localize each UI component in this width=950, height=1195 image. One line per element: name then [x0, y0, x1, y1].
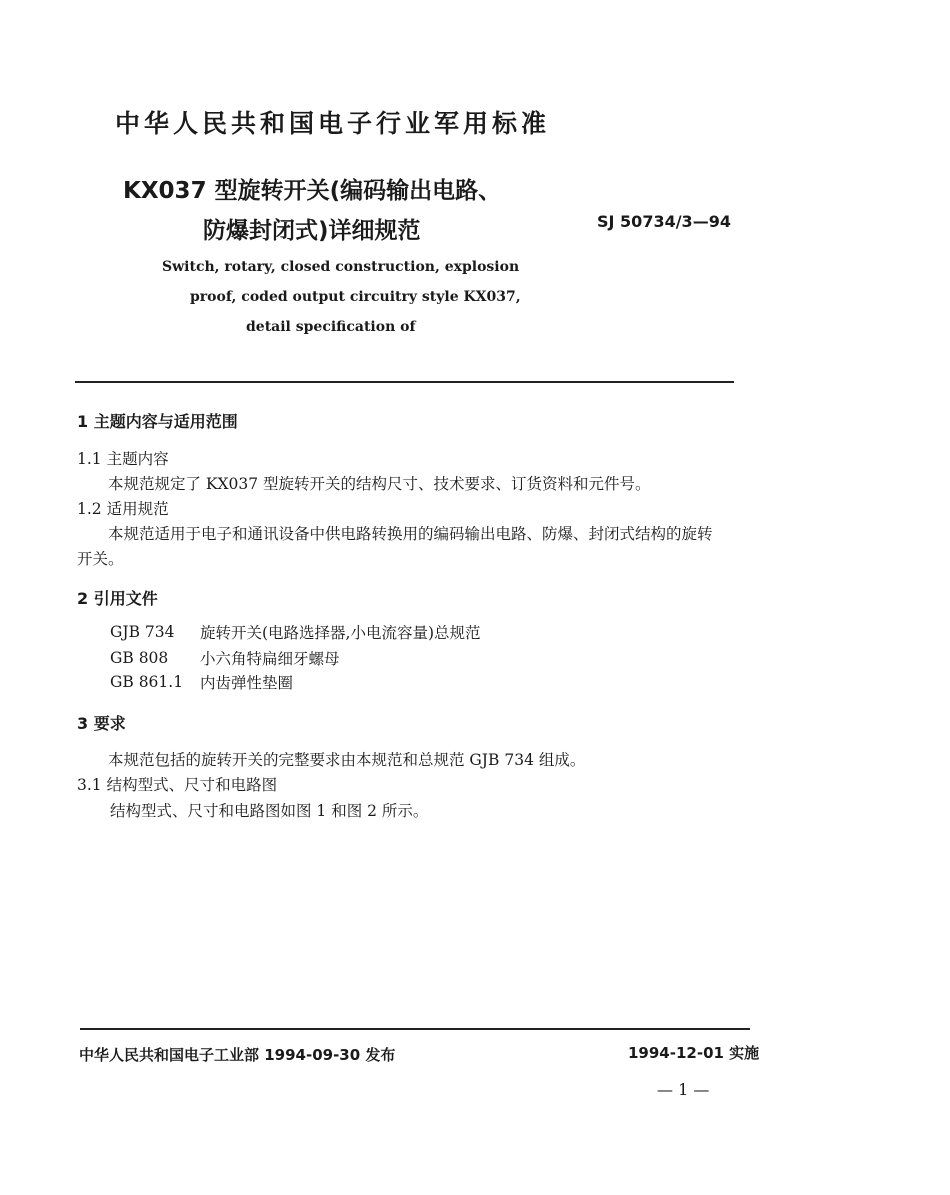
- reference-code: GB 861.1: [110, 673, 184, 691]
- english-title-line-2: proof, coded output circuitry style KX037,: [190, 289, 521, 305]
- effective-date: 1994-12-01 实施: [628, 1044, 760, 1062]
- reference-code: GJB 734: [110, 623, 175, 641]
- section-1-1-heading: 1.1 主题内容: [77, 450, 169, 468]
- footer-divider: [80, 1028, 750, 1030]
- section-3-1-heading: 3.1 结构型式、尺寸和电路图: [77, 776, 278, 794]
- header-divider: [75, 381, 734, 383]
- reference-title: 内齿弹性垫圈: [200, 674, 294, 692]
- english-title-line-1: Switch, rotary, closed construction, explosion: [162, 259, 520, 275]
- issue-date: 中华人民共和国电子工业部 1994-09-30 发布: [79, 1046, 396, 1064]
- reference-title: 旋转开关(电路选择器,小电流容量)总规范: [200, 624, 481, 642]
- page-number: — 1 —: [657, 1080, 710, 1099]
- reference-code: GB 808: [110, 649, 169, 667]
- section-2-heading: 2 引用文件: [77, 589, 158, 608]
- standard-number: SJ 50734/3—94: [597, 212, 731, 231]
- section-1-2-text-line-2: 开关。: [77, 550, 124, 568]
- reference-title: 小六角特扁细牙螺母: [200, 650, 340, 668]
- section-3-1-text: 结构型式、尺寸和电路图如图 1 和图 2 所示。: [110, 802, 429, 820]
- english-title-line-3: detail specification of: [246, 319, 416, 335]
- section-3-text: 本规范包括的旋转开关的完整要求由本规范和总规范 GJB 734 组成。: [108, 751, 586, 769]
- document-title-line-2: 防爆封闭式)详细规范: [203, 218, 421, 244]
- issuing-organization-header: 中华人民共和国电子行业军用标准: [115, 109, 551, 138]
- section-3-heading: 3 要求: [77, 714, 126, 733]
- document-title-line-1: KX037 型旋转开关(编码输出电路、: [123, 178, 502, 204]
- section-1-1-text: 本规范规定了 KX037 型旋转开关的结构尺寸、技术要求、订货资料和元件号。: [108, 475, 651, 493]
- section-1-heading: 1 主题内容与适用范围: [77, 412, 238, 431]
- section-1-2-text-line-1: 本规范适用于电子和通讯设备中供电路转换用的编码输出电路、防爆、封闭式结构的旋转: [108, 525, 713, 543]
- section-1-2-heading: 1.2 适用规范: [77, 500, 169, 518]
